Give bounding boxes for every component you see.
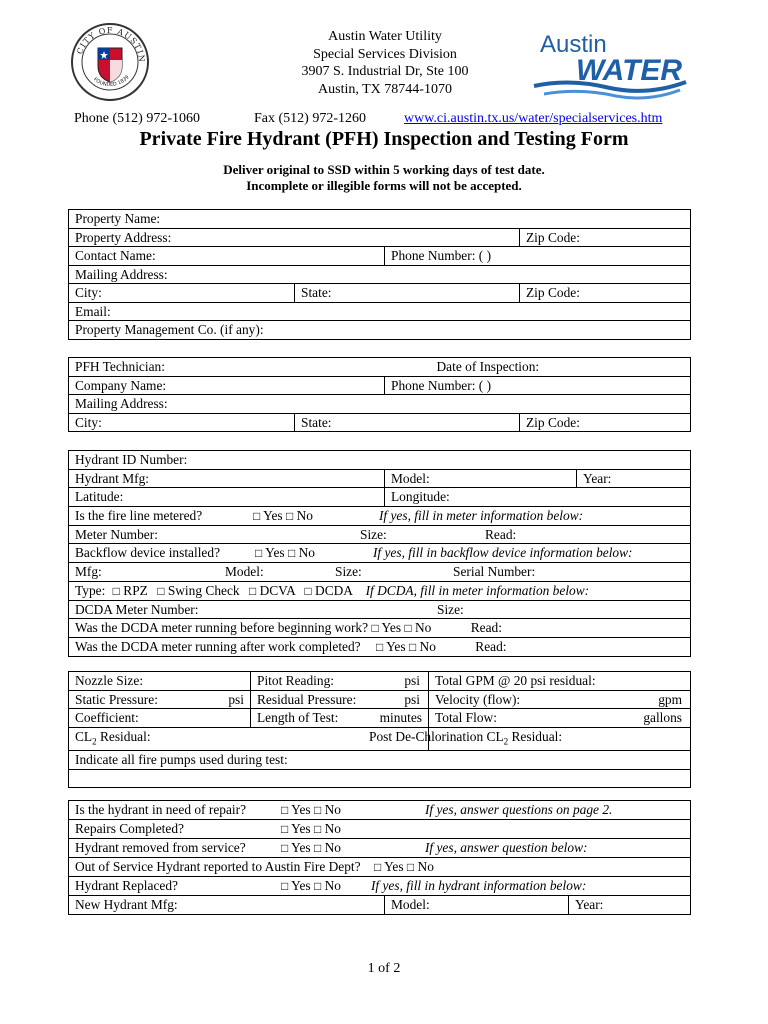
metered-note: If yes, fill in meter information below: — [378, 507, 584, 523]
type-dcva-label: DCVA — [259, 582, 296, 598]
post-dechlorination-subscript: 2 — [503, 736, 509, 747]
hydrant-removed-yes-checkbox[interactable]: □ — [281, 841, 289, 855]
dcda-before-row — [69, 619, 691, 638]
dcda-after-question: Was the DCDA meter running after work completed? — [75, 639, 361, 654]
fire-line-metered-question: Is the fire line metered? — [75, 507, 203, 523]
city-of-austin-seal — [70, 22, 150, 102]
pitot-reading-label: Pitot Reading: — [257, 673, 334, 689]
hydrant-removed-no-checkbox[interactable]: □ — [313, 841, 322, 855]
technician-mailing-address-field[interactable]: Mailing Address: — [69, 395, 691, 414]
type-label: Type: — [75, 582, 106, 598]
post-dechlorination-label: Post De-Chlorination CL — [369, 728, 504, 744]
dcda-after-row — [69, 638, 691, 657]
form-title: Private Fire Hydrant (PFH) Inspection and Testing Form — [139, 128, 629, 150]
length-of-test-unit: minutes — [379, 710, 422, 726]
contact-phone-field[interactable]: Phone Number: ( ) — [385, 247, 691, 266]
property-email-field[interactable]: Email: — [69, 302, 691, 321]
residual-pressure-field[interactable] — [251, 690, 429, 709]
technician-phone-field[interactable]: Phone Number: ( ) — [385, 376, 691, 395]
hydrant-replaced-no-checkbox[interactable]: □ — [313, 879, 322, 893]
type-dcda-label: DCDA — [315, 582, 353, 598]
repair-needed-question: Is the hydrant in need of repair? — [75, 802, 247, 817]
meter-number-row — [69, 525, 691, 544]
backflow-question: Backflow device installed? — [75, 545, 221, 560]
technician-state-field[interactable]: State: — [295, 413, 520, 432]
post-dechlorination-field[interactable] — [369, 727, 691, 751]
repairs-completed-question: Repairs Completed? — [75, 821, 184, 836]
cl2-residual-label-tail: Residual: — [96, 728, 151, 744]
oos-reported-question: Out of Service Hydrant reported to Austin Fire Dept? — [75, 859, 361, 874]
repairs-completed-yes-checkbox[interactable]: □ — [281, 822, 289, 836]
property-name-field[interactable]: Property Name: — [69, 210, 691, 229]
page-number: 1 of 2 — [367, 961, 401, 976]
hydrant-removed-question: Hydrant removed from service? — [75, 840, 246, 855]
website-link[interactable]: www.ci.austin.tx.us/water/specialservices.htm — [404, 111, 663, 126]
type-dcva-checkbox[interactable]: □ — [248, 583, 257, 598]
hydrant-removed-yes-label: Yes — [291, 840, 311, 855]
velocity-label: Velocity (flow): — [435, 691, 521, 707]
hydrant-removed-row — [69, 839, 691, 858]
property-zip2-field[interactable]: Zip Code: — [520, 284, 691, 303]
technician-zip-field[interactable]: Zip Code: — [520, 413, 691, 432]
new-hydrant-mfg-field[interactable]: New Hydrant Mfg: — [69, 896, 385, 915]
company-name-field[interactable]: Company Name: — [69, 376, 385, 395]
metered-yes-label: Yes — [263, 507, 283, 523]
new-hydrant-year-field[interactable]: Year: — [569, 896, 691, 915]
dcda-after-no-label: No — [419, 639, 436, 654]
repairs-completed-no-checkbox[interactable]: □ — [313, 822, 322, 836]
seal-bottom-text: FOUNDED 1839 — [92, 74, 131, 89]
type-rpz-label: RPZ — [123, 582, 148, 598]
static-pressure-field[interactable] — [69, 690, 251, 709]
backflow-yes-label: Yes — [265, 545, 285, 560]
backflow-installed-row — [69, 544, 691, 563]
oos-reported-no-checkbox[interactable]: □ — [406, 860, 415, 874]
type-swing-check-checkbox[interactable]: □ — [157, 583, 165, 598]
dcda-after-yes-label: Yes — [386, 639, 406, 654]
backflow-no-label: No — [298, 545, 315, 560]
cl2-residual-label: CL — [75, 728, 93, 744]
hydrant-replaced-no-label: No — [324, 878, 341, 893]
hydrant-year-field[interactable]: Year: — [577, 469, 691, 488]
hydrant-replaced-note: If yes, fill in hydrant information below: — [370, 878, 587, 893]
residual-pressure-label: Residual Pressure: — [257, 691, 357, 707]
backflow-model-field[interactable]: Model: — [225, 564, 264, 580]
hydrant-replaced-yes-label: Yes — [291, 878, 311, 893]
property-mailing-address-field[interactable]: Mailing Address: — [69, 265, 691, 284]
phone-number: Phone (512) 972-1060 — [74, 111, 200, 126]
type-swing-check-label: Swing Check — [167, 582, 240, 598]
inspection-date-field[interactable]: Date of Inspection: — [385, 358, 691, 377]
repair-needed-yes-checkbox[interactable]: □ — [281, 803, 289, 817]
new-hydrant-model-field[interactable]: Model: — [385, 896, 569, 915]
total-flow-field[interactable] — [429, 709, 691, 728]
hydrant-replaced-yes-checkbox[interactable]: □ — [281, 879, 289, 893]
flow-test-table — [68, 671, 691, 788]
velocity-unit: gpm — [658, 691, 682, 707]
hydrant-replaced-row — [69, 877, 691, 896]
property-management-field[interactable]: Property Management Co. (if any): — [69, 321, 691, 340]
type-rpz-checkbox[interactable]: □ — [112, 583, 120, 598]
fire-pumps-extra-line[interactable] — [69, 769, 691, 788]
hydrant-removed-no-label: No — [324, 840, 341, 855]
oos-reported-yes-checkbox[interactable]: □ — [373, 860, 382, 874]
dcda-before-no-label: No — [415, 620, 432, 635]
hydrant-replaced-question: Hydrant Replaced? — [75, 878, 178, 893]
hydrant-info-table — [68, 450, 691, 657]
metered-no-label: No — [296, 507, 313, 523]
residual-pressure-unit: psi — [404, 691, 420, 707]
repair-needed-no-label: No — [324, 802, 341, 817]
instruction-incomplete: Incomplete or illegible forms will not be accepted. — [246, 178, 522, 193]
oos-reported-row — [69, 858, 691, 877]
dcda-after-yes-checkbox[interactable]: □ — [375, 640, 384, 654]
longitude-field[interactable]: Longitude: — [385, 488, 691, 507]
backflow-size-field[interactable]: Size: — [335, 564, 362, 580]
hydrant-mfg-field[interactable]: Hydrant Mfg: — [69, 469, 385, 488]
total-flow-label: Total Flow: — [435, 710, 497, 726]
division-name: Special Services Division — [313, 46, 457, 62]
fax-number: Fax (512) 972-1260 — [254, 111, 366, 126]
metered-yes-checkbox[interactable]: □ — [253, 508, 261, 523]
backflow-yes-checkbox[interactable]: □ — [255, 546, 263, 560]
dcda-after-read-field[interactable]: Read: — [475, 639, 507, 654]
dcda-before-yes-label: Yes — [381, 620, 402, 635]
logo-water-word: WATER — [576, 54, 683, 87]
repair-needed-row — [69, 801, 691, 820]
length-of-test-label: Length of Test: — [257, 710, 339, 726]
total-flow-unit: gallons — [643, 710, 682, 726]
property-zip-field[interactable]: Zip Code: — [520, 228, 691, 247]
technician-name-field[interactable]: PFH Technician: — [69, 358, 385, 377]
street-address: 3907 S. Industrial Dr, Ste 100 — [301, 64, 469, 79]
repair-needed-note: If yes, answer questions on page 2. — [424, 802, 613, 817]
hydrant-id-field[interactable]: Hydrant ID Number: — [69, 451, 691, 470]
latitude-field[interactable]: Latitude: — [69, 488, 385, 507]
pitot-unit: psi — [404, 673, 420, 689]
org-name: Austin Water Utility — [328, 29, 442, 44]
city-state-zip: Austin, TX 78744-1070 — [318, 81, 452, 97]
property-city-field[interactable]: City: — [69, 284, 295, 303]
backflow-device-row — [69, 563, 691, 582]
backflow-type-row — [69, 581, 691, 600]
repair-info-table — [68, 800, 691, 915]
post-dechlorination-label-tail: Residual: — [508, 728, 563, 744]
instruction-deliver: Deliver original to SSD within 5 working days of test date. — [223, 162, 545, 177]
static-pressure-unit: psi — [228, 691, 244, 707]
address-block — [250, 28, 520, 98]
metered-no-checkbox[interactable]: □ — [285, 508, 294, 523]
dcda-after-no-checkbox[interactable]: □ — [408, 640, 417, 654]
property-state-field[interactable]: State: — [295, 284, 520, 303]
backflow-note: If yes, fill in backflow device information below: — [372, 545, 633, 560]
backflow-no-checkbox[interactable]: □ — [287, 546, 296, 560]
logo-austin-word: Austin — [540, 31, 607, 58]
type-dcda-checkbox[interactable]: □ — [304, 583, 312, 598]
repair-needed-no-checkbox[interactable]: □ — [313, 803, 322, 817]
property-address-field[interactable]: Property Address: — [69, 228, 520, 247]
oos-reported-yes-label: Yes — [384, 859, 404, 874]
velocity-field[interactable] — [429, 690, 691, 709]
length-of-test-field[interactable] — [251, 709, 429, 728]
nozzle-size-field[interactable]: Nozzle Size: — [69, 672, 251, 691]
meter-size-field[interactable]: Size: — [360, 526, 387, 542]
repairs-completed-no-label: No — [324, 821, 341, 836]
dcda-before-question: Was the DCDA meter running before beginning work? — [75, 620, 369, 635]
repairs-completed-row — [69, 820, 691, 839]
dcda-before-yes-checkbox[interactable]: □ — [371, 621, 379, 635]
dcda-meter-number-field[interactable]: DCDA Meter Number: — [75, 601, 199, 617]
backflow-serial-field[interactable]: Serial Number: — [453, 564, 536, 580]
hydrant-model-field[interactable]: Model: — [385, 469, 577, 488]
repairs-completed-yes-label: Yes — [291, 821, 311, 836]
dcda-note: If DCDA, fill in meter information below: — [365, 582, 590, 598]
backflow-mfg-field[interactable]: Mfg: — [75, 564, 102, 580]
technician-city-field[interactable]: City: — [69, 413, 295, 432]
property-info-table — [68, 209, 691, 340]
hydrant-removed-note: If yes, answer question below: — [424, 840, 588, 855]
contact-name-field[interactable]: Contact Name: — [69, 247, 385, 266]
dcda-meter-row — [69, 600, 691, 619]
meter-read-field[interactable]: Read: — [485, 526, 517, 542]
static-pressure-label: Static Pressure: — [75, 691, 158, 707]
fire-pumps-field[interactable]: Indicate all fire pumps used during test: — [69, 751, 691, 770]
meter-number-field[interactable]: Meter Number: — [75, 526, 158, 542]
total-gpm-field[interactable]: Total GPM @ 20 psi residual: — [429, 672, 691, 691]
oos-reported-no-label: No — [417, 859, 434, 874]
repair-needed-yes-label: Yes — [291, 802, 311, 817]
fire-line-metered-row — [69, 506, 691, 525]
austin-water-logo — [530, 26, 690, 106]
cl2-residual-subscript: 2 — [92, 736, 97, 747]
coefficient-field[interactable]: Coefficient: — [69, 709, 251, 728]
dcda-size-field[interactable]: Size: — [437, 601, 464, 617]
seal-top-text: CITY OF AUSTIN — [75, 25, 147, 64]
dcda-before-read-field[interactable]: Read: — [470, 620, 502, 635]
dcda-before-no-checkbox[interactable]: □ — [404, 621, 412, 635]
pitot-reading-field[interactable] — [251, 672, 429, 691]
technician-info-table — [68, 357, 691, 432]
